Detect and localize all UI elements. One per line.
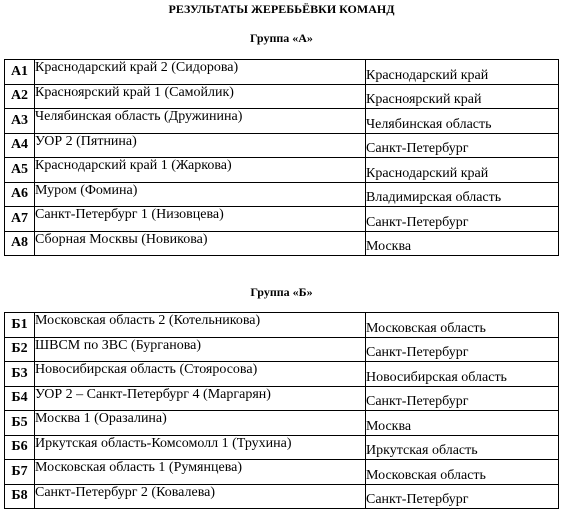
team-name: Новосибирская область (Стояросова) [35,362,366,387]
team-region: Москва [366,411,559,436]
group-a-table [4,59,559,256]
team-region: Санкт-Петербург [366,386,559,411]
table-row [5,460,559,485]
table-row [5,362,559,387]
team-region: Владимирская область [366,182,559,207]
team-name: Сборная Москвы (Новикова) [35,231,366,256]
table-row [5,435,559,460]
team-code: А3 [5,109,35,134]
team-region: Красноярский край [366,84,559,109]
table-row [5,182,559,207]
team-code: Б3 [5,362,35,387]
team-region: Санкт-Петербург [366,133,559,158]
team-name: Иркутская область-Комсомолл 1 (Трухина) [35,435,366,460]
table-row [5,484,559,509]
group-b-table [4,312,559,509]
table-row [5,207,559,232]
table-row [5,411,559,436]
team-name: Санкт-Петербург 1 (Низовцева) [35,207,366,232]
team-name: УОР 2 (Пятнина) [35,133,366,158]
team-region: Челябинская область [366,109,559,134]
table-row [5,84,559,109]
team-region: Санкт-Петербург [366,484,559,509]
table-row [5,60,559,85]
team-region: Московская область [366,313,559,338]
team-region: Новосибирская область [366,362,559,387]
team-name: Челябинская область (Дружинина) [35,109,366,134]
team-name: Муром (Фомина) [35,182,366,207]
team-region: Москва [366,231,559,256]
team-region: Краснодарский край [366,60,559,85]
team-code: А6 [5,182,35,207]
team-code: Б4 [5,386,35,411]
table-row [5,109,559,134]
team-code: А4 [5,133,35,158]
team-name: ШВСМ по ЗВС (Бурганова) [35,337,366,362]
team-name: Московская область 2 (Котельникова) [35,313,366,338]
team-code: Б6 [5,435,35,460]
team-name: Краснодарский край 2 (Сидорова) [35,60,366,85]
team-code: А8 [5,231,35,256]
team-code: Б7 [5,460,35,485]
team-name: УОР 2 – Санкт-Петербург 4 (Маргарян) [35,386,366,411]
team-name: Москва 1 (Оразалина) [35,411,366,436]
team-name: Красноярский край 1 (Самойлик) [35,84,366,109]
team-name: Санкт-Петербург 2 (Ковалева) [35,484,366,509]
team-region: Санкт-Петербург [366,337,559,362]
team-name: Московская область 1 (Румянцева) [35,460,366,485]
group-a-heading: Группа «А» [250,31,313,45]
table-row [5,133,559,158]
team-name: Краснодарский край 1 (Жаркова) [35,158,366,183]
team-code: А5 [5,158,35,183]
team-code: Б1 [5,313,35,338]
team-code: А7 [5,207,35,232]
team-region: Московская область [366,460,559,485]
table-row [5,158,559,183]
table-row [5,313,559,338]
team-region: Иркутская область [366,435,559,460]
table-row [5,386,559,411]
team-code: А2 [5,84,35,109]
team-region: Краснодарский край [366,158,559,183]
table-row [5,337,559,362]
team-code: Б2 [5,337,35,362]
group-b-heading: Группа «Б» [250,285,313,299]
table-row [5,231,559,256]
team-code: Б8 [5,484,35,509]
team-region: Санкт-Петербург [366,207,559,232]
team-code: А1 [5,60,35,85]
document-title: РЕЗУЛЬТАТЫ ЖЕРЕБЬЁВКИ КОМАНД [168,2,395,16]
team-code: Б5 [5,411,35,436]
